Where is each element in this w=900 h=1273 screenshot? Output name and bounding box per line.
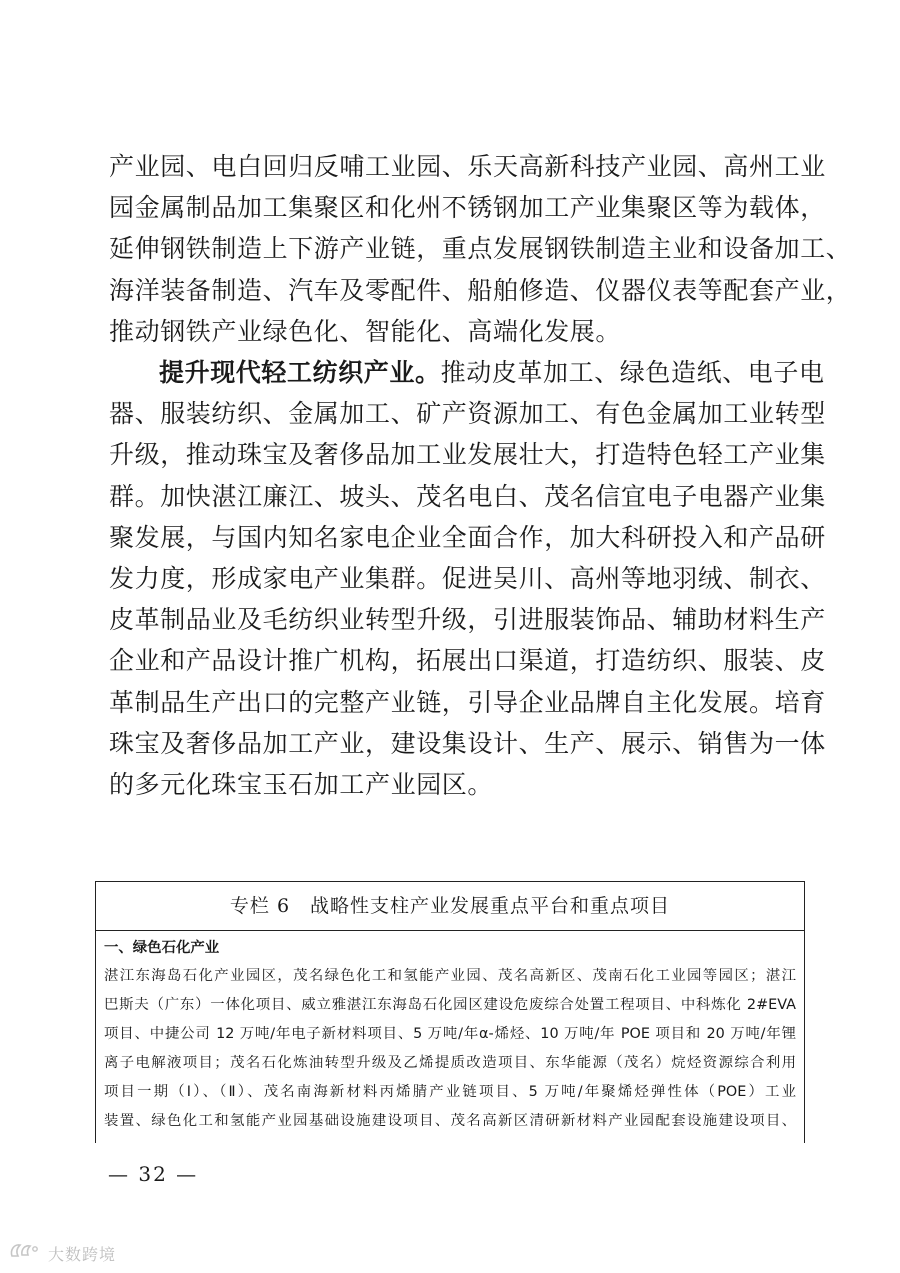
box-heading: 一、绿色石化产业 — [104, 940, 220, 956]
page-number: — 32 — — [108, 1162, 199, 1186]
column-box — [95, 881, 805, 1143]
text-line: 升级，推动珠宝及奢侈品加工业发展壮大，打造特色轻工产业集 — [109, 440, 826, 470]
text-line: 珠宝及奢侈品加工产业，建设集设计、生产、展示、销售为一体 — [109, 728, 826, 758]
text-line: 延伸钢铁制造上下游产业链，重点发展钢铁制造主业和设备加工、 — [109, 234, 852, 264]
text-line-first — [109, 352, 825, 393]
paragraph-lead: 提升现代轻工纺织产业。 — [159, 358, 441, 388]
box-content — [96, 931, 804, 1136]
document-body — [109, 146, 852, 805]
text-line: 海洋装备制造、汽车及零配件、船舶修造、仪器仪表等配套产业， — [109, 275, 852, 305]
text-line: 器、服装纺织、金属加工、矿产资源加工、有色金属加工业转型 — [109, 399, 826, 429]
paragraph-light-industry — [109, 352, 826, 805]
box-text-line: 湛江东海岛石化产业园区，茂名绿色化工和氢能产业园、茂名高新区、茂南石化工业园等园区；湛江 — [104, 968, 796, 984]
box-text-line: 离子电解液项目；茂名石化炼油转型升级及乙烯提质改造项目、东华能源（茂名）烷烃资源综合利用 — [104, 1055, 796, 1071]
text-line: 产业园、电白回归反哺工业园、乐天高新科技产业园、高州工业 — [109, 152, 826, 181]
text-line: 革制品生产出口的完整产业链，引导企业品牌自主化发展。培育 — [109, 687, 826, 717]
box-title: 专栏 6 战略性支柱产业发展重点平台和重点项目 — [96, 882, 804, 931]
watermark-text: 大数跨境 — [48, 1244, 117, 1264]
text-line: 皮革制品业及毛纺织业转型升级，引进服装饰品、辅助材料生产 — [109, 605, 826, 635]
paragraph-steel — [109, 146, 852, 352]
text-line: 群。加快湛江廉江、坡头、茂名电白、茂名信宜电子电器产业集 — [109, 481, 826, 511]
text-line: 企业和产品设计推广机构，拓展出口渠道，打造纺织、服装、皮 — [109, 646, 826, 676]
box-text-line: 项目一期（Ⅰ）、（Ⅱ）、茂名南海新材料丙烯腈产业链项目、5 万吨/年聚烯烃弹性体（POE）工业 — [104, 1084, 796, 1100]
box-text-line: 巴斯夫（广东）一体化项目、威立雅湛江东海岛石化园区建设危废综合处置工程项目、中科炼化 2#EVA — [104, 997, 796, 1013]
watermark-logo-icon — [8, 1240, 42, 1266]
text-line: 聚发展，与国内知名家电企业全面合作，加大科研投入和产品研 — [109, 522, 826, 552]
text-line: 推动钢铁产业绿色化、智能化、高端化发展。 — [109, 316, 622, 346]
text-line: 园金属制品加工集聚区和化州不锈钢加工产业集聚区等为载体， — [109, 193, 826, 223]
box-text-line: 装置、绿色化工和氢能产业园基础设施建设项目、茂名高新区清研新材料产业园配套设施建设项目、 — [104, 1113, 796, 1129]
text-line: 发力度，形成家电产业集群。促进吴川、高州等地羽绒、制衣、 — [109, 564, 826, 594]
watermark — [8, 1240, 116, 1266]
box-text-line: 项目、中捷公司 12 万吨/年电子新材料项目、5 万吨/年α-烯烃、10 万吨/年 POE 项目和 20 万吨/年锂 — [104, 1026, 796, 1042]
first-line-rest: 推动皮革加工、绿色造纸、电子电 — [440, 358, 825, 388]
text-line: 的多元化珠宝玉石加工产业园区。 — [109, 770, 494, 800]
